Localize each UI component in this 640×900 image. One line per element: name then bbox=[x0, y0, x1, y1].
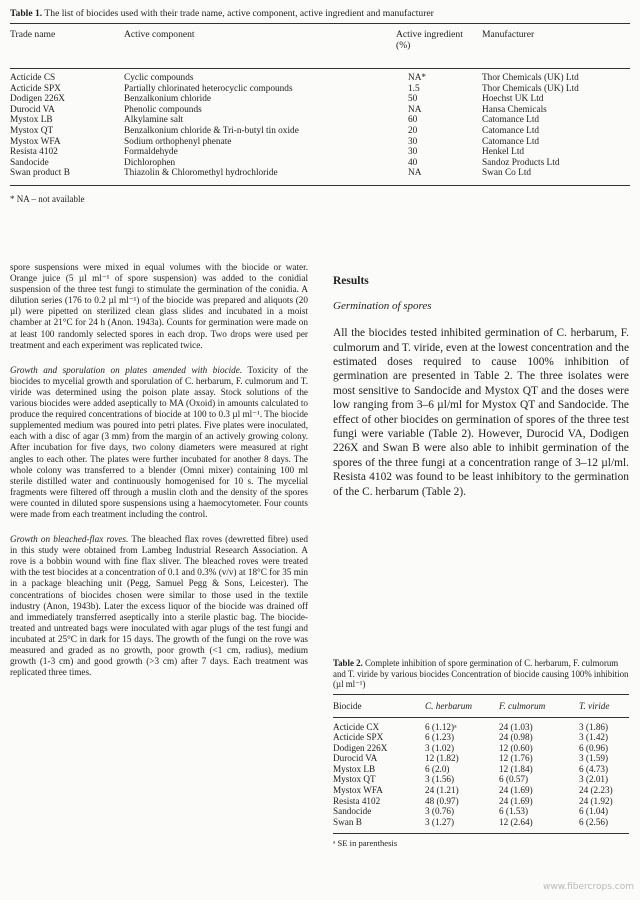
paragraph-body-bleached-flax: The bleached flax roves (dewretted fibre) used in this study were obtained from Lambeg Industrial Research Association. A rove is a bobbin wound with fine flax sliver. The bleached roves were treated with the test biocides at a concentration of 0.1 and 0.3% (v/v) at 18°C for 35 min in a package bleaching unit (Pegg, Samuel Pegg & Sons, Leicester). The concentrations of biocides chosen were similar to those used in the textile industry (Anon, 1943b). Later the excess liquor of the biocide was drained off and immediately transferred aseptically into a sterile plastic bag. The biocide-treated and untreated bags were inoculated with agar plugs of the test fungi and incubated at 25°C in dark for 15 days. The growth of the fungi on the rove was measured and graded as no growth, poor growth (<1 cm, radius), medium growth (1-3 cm) and good growth (>3 cm) after 7 days. Each treatment was replicated three times. bbox=[10, 534, 309, 678]
header-f-culmorum: F. culmorum bbox=[499, 700, 546, 711]
f-culmorum-cell: 12 (1.76) bbox=[499, 753, 533, 764]
t-viride-cell: 3 (1.59) bbox=[579, 753, 609, 764]
header-c-herbarum: C. herbarum bbox=[425, 700, 472, 711]
biocide-cell: Resista 4102 bbox=[333, 795, 381, 806]
c-herbarum-cell: 48 (0.97) bbox=[425, 795, 459, 806]
header-active-component: Active component bbox=[124, 29, 195, 40]
manufacturer-cell: Catomance Ltd bbox=[482, 125, 540, 136]
table-2 bbox=[333, 658, 629, 848]
f-culmorum-cell: 24 (1.69) bbox=[499, 795, 533, 806]
table-1-footnote: * NA – not available bbox=[10, 193, 85, 204]
table-row bbox=[10, 73, 630, 84]
manufacturer-cell: Hoechst UK Ltd bbox=[482, 94, 544, 105]
manufacturer-cell: Thor Chemicals (UK) Ltd bbox=[482, 73, 579, 83]
table-row bbox=[333, 743, 629, 754]
f-culmorum-cell: 12 (1.84) bbox=[499, 763, 533, 774]
active-component-cell: Sodium orthophenyl phenate bbox=[124, 136, 232, 147]
biocide-cell: Swan B bbox=[333, 816, 362, 827]
t-viride-cell: 3 (2.01) bbox=[579, 774, 609, 785]
active-ingredient-cell: 30 bbox=[408, 136, 418, 147]
biocide-cell: Mystox QT bbox=[333, 774, 376, 785]
biocide-cell: Mystox LB bbox=[333, 763, 376, 774]
table-1-body bbox=[10, 73, 630, 179]
table-row bbox=[333, 796, 629, 807]
table-row bbox=[10, 168, 630, 179]
table-row bbox=[333, 764, 629, 775]
paragraph-title-bleached-flax: Growth on bleached-flax roves. bbox=[10, 534, 129, 545]
table-1-header-rule bbox=[10, 68, 630, 69]
table-row bbox=[333, 785, 629, 796]
table-row bbox=[333, 732, 629, 743]
trade-name-cell: Acticide CS bbox=[10, 73, 56, 83]
t-viride-cell: 6 (0.96) bbox=[579, 742, 609, 753]
trade-name-cell: Mystox QT bbox=[10, 125, 54, 136]
paragraph-bleached-flax bbox=[10, 534, 308, 678]
c-herbarum-cell: 24 (1.21) bbox=[425, 785, 459, 796]
t-viride-cell: 24 (1.92) bbox=[579, 795, 613, 806]
table-2-label: Table 2. bbox=[333, 658, 363, 668]
table-row bbox=[333, 806, 629, 817]
biocide-cell: Acticide CX bbox=[333, 721, 380, 732]
manufacturer-cell: Catomance Ltd bbox=[482, 136, 540, 147]
f-culmorum-cell: 24 (1.03) bbox=[499, 721, 533, 732]
t-viride-cell: 6 (1.04) bbox=[579, 806, 609, 817]
table-row bbox=[10, 115, 630, 126]
table-row bbox=[10, 94, 630, 105]
active-component-cell: Benzalkonium chloride & Tri-n-butyl tin oxide bbox=[124, 125, 299, 136]
table-row bbox=[10, 105, 630, 116]
manufacturer-cell: Henkel Ltd bbox=[482, 147, 525, 158]
left-column bbox=[10, 262, 308, 678]
c-herbarum-cell: 3 (1.56) bbox=[425, 774, 455, 785]
c-herbarum-cell: 6 (1.23) bbox=[425, 732, 455, 743]
active-component-cell: Benzalkonium chloride bbox=[124, 94, 212, 105]
table-row bbox=[10, 126, 630, 137]
paragraph-body-growth-sporulation: Toxicity of the biocides to mycelial growth and sporulation of C. herbarum, F. culmorum and T. viride was determined using the poison plate assay. Stock solutions of the various biocides were added aseptically to MA (Oxoid) in amounts calculated to produce the required concentrations of biocide at 100 to 0.3 µl ml⁻¹. The biocide supplemented medium was poured into petri plates. Five plates were inoculated, each with a disc of agar (3 mm) from the margin of an actively growing colony. After incubation for five days, two colony diameters were measured at right angles to each other. The plates were further incubated for another 8 days. The whole colony was transferred to a blender (Omni mixer) containing 100 ml sterile distilled water and continuously homogenised for 10 s. The mycelial fragments were filtered off through a muslin cloth and the density of the spores were counted in diluted spore suspensions using a haemocytometer. Four counts were made from each treatment including the control. bbox=[10, 364, 308, 519]
manufacturer-cell: Thor Chemicals (UK) Ltd bbox=[482, 83, 579, 94]
biocide-cell: Mystox WFA bbox=[333, 785, 383, 796]
table-1-bottom-rule bbox=[10, 185, 630, 186]
active-ingredient-cell: NA* bbox=[408, 73, 427, 83]
c-herbarum-cell: 6 (1.12)ᵃ bbox=[425, 721, 457, 732]
active-ingredient-cell: 20 bbox=[408, 125, 418, 136]
trade-name-cell: Mystox LB bbox=[10, 115, 53, 126]
active-component-cell: Partially chlorinated heterocyclic compounds bbox=[124, 83, 293, 94]
c-herbarum-cell: 3 (1.02) bbox=[425, 742, 455, 753]
active-component-cell: Cyclic compounds bbox=[124, 73, 194, 83]
table-1-header bbox=[10, 24, 630, 68]
t-viride-cell: 3 (1.86) bbox=[579, 721, 609, 732]
manufacturer-cell: Swan Co Ltd bbox=[482, 168, 532, 179]
table-1-label: Table 1. bbox=[10, 8, 43, 19]
trade-name-cell: Mystox WFA bbox=[10, 136, 61, 147]
c-herbarum-cell: 6 (2.0) bbox=[425, 763, 450, 774]
trade-name-cell: Acticide SPX bbox=[10, 83, 61, 94]
manufacturer-cell: Catomance Ltd bbox=[482, 115, 540, 126]
f-culmorum-cell: 12 (0.60) bbox=[499, 742, 533, 753]
header-t-viride: T. viride bbox=[579, 700, 610, 711]
active-component-cell: Phenolic compounds bbox=[124, 104, 202, 115]
paragraph-methods-germination: spore suspensions were mixed in equal volumes with the biocide or water. Orange juice (5 µl ml⁻¹ of spore suspension) was added to the conidial suspension of the three test fungi to stimulate the germination of the conidia. A dilution series (176 to 0.2 µl ml⁻¹) of the biocide was prepared and aliquots (20 µl) were pipetted on sterilized clean glass slides and incubated in a moist chamber at 21°C for 24 h (Anon. 1943a). Counts for germination were made on at least 100 randomly selected spores in each drop. Two drops were used per treatment and each experiment was replicated twice. bbox=[10, 262, 308, 350]
active-ingredient-cell: NA bbox=[408, 104, 422, 115]
active-ingredient-cell: 30 bbox=[408, 147, 418, 158]
table-2-header bbox=[333, 694, 629, 718]
t-viride-cell: 6 (2.56) bbox=[579, 816, 609, 827]
biocide-cell: Sandocide bbox=[333, 806, 372, 817]
header-trade-name: Trade name bbox=[10, 29, 56, 40]
f-culmorum-cell: 24 (0.98) bbox=[499, 732, 533, 743]
right-column bbox=[333, 276, 629, 499]
f-culmorum-cell: 6 (0.57) bbox=[499, 774, 529, 785]
table-2-footnote: ᵃ SE in parenthesis bbox=[333, 833, 629, 848]
t-viride-cell: 24 (2.23) bbox=[579, 785, 613, 796]
table-row bbox=[333, 774, 629, 785]
trade-name-cell: Sandocide bbox=[10, 157, 49, 168]
biocide-cell: Durocid VA bbox=[333, 753, 378, 764]
c-herbarum-cell: 3 (0.76) bbox=[425, 806, 455, 817]
active-component-cell: Thiazolin & Chloromethyl hydrochloride bbox=[124, 168, 278, 179]
table-1 bbox=[10, 8, 630, 204]
t-viride-cell: 6 (4.73) bbox=[579, 763, 609, 774]
trade-name-cell: Resista 4102 bbox=[10, 147, 58, 158]
table-2-caption bbox=[333, 658, 629, 690]
table-row bbox=[10, 84, 630, 95]
biocide-cell: Dodigen 226X bbox=[333, 742, 388, 753]
active-ingredient-cell: NA bbox=[408, 168, 422, 179]
f-culmorum-cell: 24 (1.69) bbox=[499, 785, 533, 796]
trade-name-cell: Durocid VA bbox=[10, 104, 55, 115]
results-paragraph: All the biocides tested inhibited germination of C. herbarum, F. culmorum and T. viride, even at the lowest concentration and the estimated doses required to cause 100% inhibition of germination are presented in Table 2. The three isolates were most sensitive to Sandocide and Mystox QT and the doses were low ranging from 3–6 µl/ml for Mystox QT and Sandocide. The effect of other biocides on germination of spores of the three test fungi were variable (Table 2). However, Durocid VA, Dodigen 226X and Swan B were also able to inhibit germination of the spores of the three fungi at a concentration range of 3–12 µl/ml. Resista 4102 was found to be least inhibitory to the germination of the C. herbarum (Table 2). bbox=[333, 327, 629, 498]
c-herbarum-cell: 12 (1.82) bbox=[425, 753, 459, 764]
table-row bbox=[10, 158, 630, 169]
table-row bbox=[333, 817, 629, 828]
f-culmorum-cell: 12 (2.64) bbox=[499, 816, 533, 827]
results-heading: Results bbox=[333, 275, 369, 287]
table-1-caption bbox=[10, 8, 630, 20]
active-ingredient-cell: 1.5 bbox=[408, 83, 420, 94]
table-row bbox=[10, 147, 630, 158]
active-ingredient-cell: 50 bbox=[408, 94, 418, 105]
table-2-body bbox=[333, 722, 629, 828]
header-active-ingredient: Active ingredient (%) bbox=[396, 29, 463, 51]
manufacturer-cell: Hansa Chemicals bbox=[482, 104, 547, 115]
watermark: www.fibercrops.com bbox=[543, 882, 634, 892]
paragraph-title-growth-sporulation: Growth and sporulation on plates amended with biocide. bbox=[10, 364, 243, 375]
table-row bbox=[10, 137, 630, 148]
active-component-cell: Alkylamine salt bbox=[124, 115, 184, 126]
table-1-caption-text: The list of biocides used with their trade name, active component, active ingredient and manufacturer bbox=[44, 8, 434, 19]
biocide-cell: Acticide SPX bbox=[333, 732, 384, 743]
header-biocide: Biocide bbox=[333, 700, 362, 711]
active-component-cell: Dichlorophen bbox=[124, 157, 176, 168]
table-row bbox=[333, 722, 629, 733]
trade-name-cell: Swan product B bbox=[10, 168, 70, 179]
t-viride-cell: 3 (1.42) bbox=[579, 732, 609, 743]
f-culmorum-cell: 6 (1.53) bbox=[499, 806, 529, 817]
active-component-cell: Formaldehyde bbox=[124, 147, 178, 158]
table-2-caption-text: Complete inhibition of spore germination of C. herbarum, F. culmorum and T. viride by various biocides Concentration of biocide causing 100% inhibition (µl ml⁻¹) bbox=[333, 658, 629, 689]
manufacturer-cell: Sandoz Products Ltd bbox=[482, 157, 560, 168]
c-herbarum-cell: 3 (1.27) bbox=[425, 816, 455, 827]
table-row bbox=[333, 753, 629, 764]
active-ingredient-cell: 40 bbox=[408, 157, 418, 168]
active-ingredient-cell: 60 bbox=[408, 115, 418, 126]
paragraph-growth-sporulation bbox=[10, 365, 308, 520]
trade-name-cell: Dodigen 226X bbox=[10, 94, 66, 105]
header-manufacturer: Manufacturer bbox=[482, 29, 535, 40]
germination-subheading: Germination of spores bbox=[333, 300, 432, 313]
